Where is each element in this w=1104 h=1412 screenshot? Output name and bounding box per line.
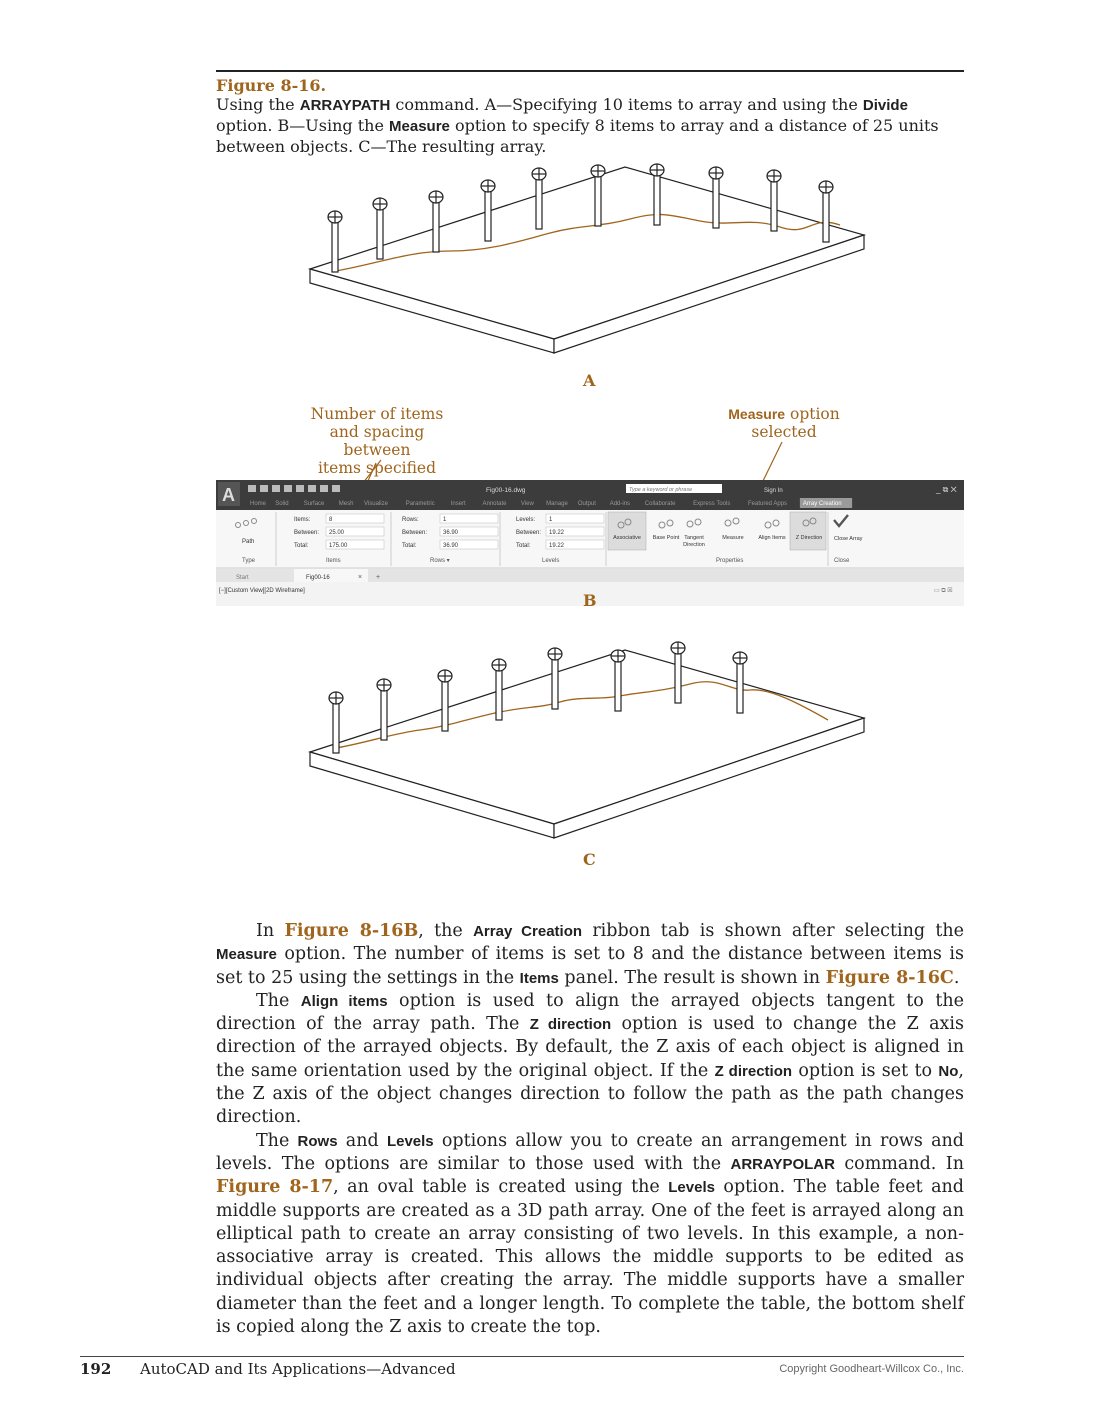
ribbon-tab[interactable]: Annotate: [482, 501, 507, 507]
book-title: AutoCAD and Its Applications—Advanced: [140, 1360, 456, 1378]
ribbon-tab[interactable]: Surface: [303, 501, 325, 507]
ribbon-title: Fig00-16.dwg: [486, 487, 526, 494]
autocad-logo-icon: A: [222, 485, 235, 505]
bolt-shaft: [333, 698, 339, 753]
bolt-shaft: [496, 665, 502, 720]
close-panel: Close: [834, 558, 850, 564]
levels-total-value: 19.22: [549, 543, 565, 549]
rows-between-label: Between:: [402, 530, 428, 536]
ribbon-tab[interactable]: Collaborate: [644, 501, 676, 507]
bolt-shaft: [771, 176, 777, 231]
ribbon-tab[interactable]: Parametric: [405, 501, 435, 507]
callout-items: Number of items and spacing between items specified: [310, 405, 444, 477]
property-button[interactable]: Measure: [722, 535, 744, 541]
property-button-line2: Direction: [683, 542, 705, 548]
panel-label-b: B: [583, 591, 597, 610]
ribbon-tab[interactable]: View: [520, 501, 534, 507]
bolt-shaft: [737, 658, 743, 713]
items-between-value: 25.00: [329, 530, 345, 536]
ribbon-tab[interactable]: Express Tools: [693, 501, 731, 507]
panel-label-c: C: [583, 850, 596, 869]
bolt-shaft: [823, 187, 829, 242]
bolt-shaft: [595, 171, 601, 226]
bolt-shaft: [381, 685, 387, 740]
file-tab-start: Start: [236, 575, 249, 581]
bolt-shaft: [654, 170, 660, 225]
bolt-shaft: [552, 654, 558, 709]
property-button[interactable]: Align Items: [758, 535, 786, 541]
window-controls: _ ⧉ ✕: [936, 485, 957, 494]
ribbon-tab[interactable]: Home: [250, 501, 267, 507]
bolt-shaft: [442, 676, 448, 731]
property-button[interactable]: Tangent: [684, 535, 704, 541]
close-array-label: Close Array: [834, 536, 863, 542]
bolt-shaft: [675, 648, 681, 703]
levels-label: Levels:: [516, 517, 536, 523]
paragraph-2: The Align items option is used to align the arrayed objects tangent to the direction of the array path. The Z direction option is used to change the Z axis direction of the arrayed objects. By default, the Z axis of each object is aligned in the same orientation used by the original object. If the Z direction option is set to No, the Z axis of the object changes direction to follow the path as the path changes direction.: [216, 990, 965, 1128]
rows-panel: Rows ▾: [430, 558, 450, 564]
bolt-shaft: [332, 217, 338, 272]
items-total-label: Total:: [294, 543, 309, 549]
levels-value: 1: [549, 517, 553, 523]
sign-in: Sign In: [764, 488, 783, 494]
bolt-shaft: [433, 197, 439, 252]
bolt-shaft: [485, 186, 491, 241]
path-label: Path: [242, 539, 255, 545]
rows-label: Rows:: [402, 517, 419, 523]
rows-value: 1: [443, 517, 447, 523]
body-text: [216, 920, 964, 1339]
file-tab-fig: Fig00-16: [306, 575, 330, 581]
type-panel: Type: [242, 558, 256, 564]
items-value: 8: [329, 517, 333, 523]
ribbon-tab[interactable]: Output: [577, 501, 596, 507]
items-label: Items:: [294, 517, 311, 523]
ribbon-tab[interactable]: Visualize: [364, 501, 388, 507]
rows-between-value: 36.90: [443, 530, 459, 536]
top-rule: [216, 70, 964, 72]
paragraph-1: In Figure 8-16B, the Array Creation ribbon tab is shown after selecting the Measure option. The number of items is set to 8 and the distance between items is set to 25 using the settings in the Items panel. The result is shown in Figure 8-16C.: [216, 921, 965, 988]
ribbon-search: Type a keyword or phrase: [629, 487, 693, 493]
page-number: 192: [80, 1360, 112, 1378]
viewport-label: [−][Custom View][2D Wireframe]: [219, 588, 305, 594]
figure-caption: Using the ARRAYPATH command. A—Specifying 10 items to array and using the Divide option. B—Using the Measure option to specify 8 items to array and a distance of 25 units between objects. C—The resulting array.: [216, 95, 939, 156]
viewport-controls: ▭ ⧉ ☒: [934, 588, 953, 594]
close-tab-icon: ×: [358, 574, 363, 581]
bolt-shaft: [536, 174, 542, 229]
property-button[interactable]: Associative: [613, 535, 641, 541]
callout-measure: Measure option selected: [728, 405, 840, 441]
copyright: Copyright Goodheart-Willcox Co., Inc.: [779, 1363, 964, 1375]
ribbon-tab[interactable]: Manage: [546, 501, 568, 507]
figure-a-drawing: [300, 155, 880, 375]
property-button[interactable]: Z Direction: [795, 535, 823, 541]
properties-panel: Properties: [716, 558, 744, 564]
bolt-shaft: [377, 204, 383, 259]
bolt-shaft: [713, 173, 719, 228]
items-panel: Items: [326, 558, 341, 564]
ribbon-tab[interactable]: Solid: [275, 501, 289, 507]
levels-panel: Levels: [542, 558, 560, 564]
ribbon-tab[interactable]: Mesh: [338, 501, 354, 507]
levels-total-label: Total:: [516, 543, 531, 549]
ribbon-screenshot: [216, 480, 964, 606]
levels-between-label: Between:: [516, 530, 542, 536]
ribbon-tab[interactable]: Array Creation: [802, 501, 842, 507]
ribbon-tab[interactable]: Add-ins: [609, 501, 631, 507]
rows-total-label: Total:: [402, 543, 417, 549]
ribbon-tab[interactable]: Featured Apps: [748, 501, 788, 507]
ribbon-tab[interactable]: Insert: [450, 501, 466, 507]
items-between-label: Between:: [294, 530, 320, 536]
figure-c-drawing: [300, 638, 880, 848]
panel-label-a: A: [583, 371, 596, 390]
footer-rule: [80, 1356, 964, 1357]
bolt-shaft: [615, 656, 621, 711]
property-button[interactable]: Base Point: [652, 535, 680, 541]
items-total-value: 175.00: [329, 543, 348, 549]
new-tab-icon: +: [376, 574, 381, 581]
figure-title: Figure 8-16.: [216, 76, 327, 95]
paragraph-3: The Rows and Levels options allow you to create an arrangement in rows and levels. The options are similar to those used with the ARRAYPOLAR command. In Figure 8-17, an oval table is created using the Levels option. The table feet and middle supports are created as a 3D path array. One of the feet is arrayed along an elliptical path to create an array consisting of two levels. In this example, a non-associative array is created. This allows the middle supports to be edited as individual objects after creating the array. The middle supports have a smaller diameter than the feet and a longer length. To complete the table, the bottom shelf is copied along the Z axis to create the top.: [216, 1130, 965, 1338]
levels-between-value: 19.22: [549, 530, 565, 536]
rows-total-value: 36.90: [443, 543, 459, 549]
